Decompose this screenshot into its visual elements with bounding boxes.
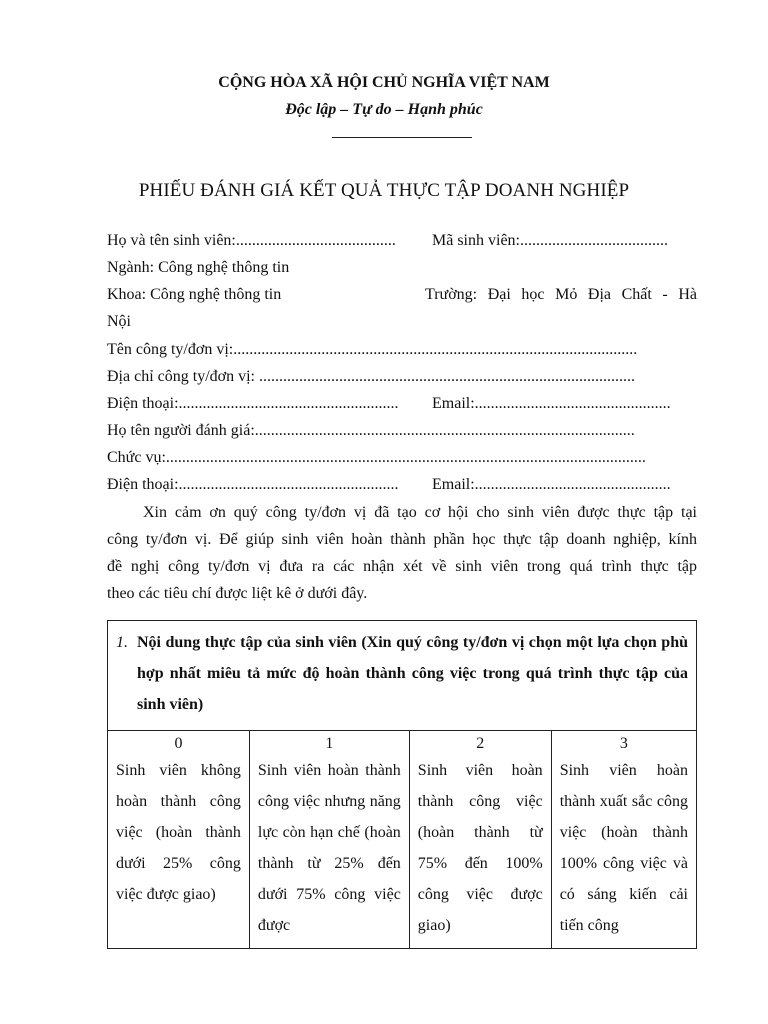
faculty-field: Khoa: Công nghệ thông tin bbox=[107, 286, 282, 303]
company-field: Tên công ty/đơn vị:..................................................................................................... bbox=[107, 341, 638, 358]
nation-heading: CỘNG HÒA XÃ HỘI CHỦ NGHĨA VIỆT NAM bbox=[218, 74, 550, 91]
address-field: Địa chỉ công ty/đơn vị: .............................................................................................. bbox=[107, 368, 635, 385]
major-field: Ngành: Công nghệ thông tin bbox=[107, 259, 290, 276]
score-label: 0 bbox=[174, 735, 183, 752]
student-id-field: Mã sinh viên:..................................... bbox=[432, 232, 668, 249]
score-description: Sinh viên hoàn thành công việc nhưng năng lực còn hạn chế (hoàn thành từ 25% đến dưới 75% công việc được bbox=[257, 762, 401, 934]
score-description: Sinh viên không hoàn thành công việc (hoàn thành dưới 25% công việc được giao) bbox=[116, 762, 241, 903]
intro-paragraph bbox=[107, 499, 697, 607]
intro-line: Xin cảm ơn quý công ty/đơn vị đã tạo cơ hội cho sinh viên được thực tập tại bbox=[143, 504, 697, 521]
score-column-2[interactable] bbox=[409, 731, 551, 949]
section-number: 1. bbox=[116, 634, 128, 651]
score-column-3[interactable] bbox=[551, 731, 696, 949]
company-email-field: Email:................................................. bbox=[432, 395, 671, 412]
motto: Độc lập – Tự do – Hạnh phúc bbox=[285, 101, 483, 118]
school-field-continued: Nội bbox=[107, 313, 131, 330]
school-field: Trường: Đại học Mỏ Địa Chất - Hà bbox=[425, 286, 697, 303]
score-label: 1 bbox=[325, 735, 334, 752]
intro-line: theo các tiêu chí được liệt kê ở dưới đây. bbox=[107, 585, 368, 602]
form-title: PHIẾU ĐÁNH GIÁ KẾT QUẢ THỰC TẬP DOANH NGHIỆP bbox=[138, 180, 630, 201]
score-description: Sinh viên hoàn thành công việc (hoàn thành từ 75% đến 100% công việc được giao) bbox=[417, 762, 543, 934]
evaluator-field: Họ tên người đánh giá:............................................................................................... bbox=[107, 422, 635, 439]
evaluator-email-field: Email:................................................. bbox=[432, 476, 671, 493]
evaluation-table bbox=[107, 620, 697, 949]
score-description: Sinh viên hoàn thành xuất sắc công việc (hoàn thành 100% công việc và có sáng kiến cải tiến công bbox=[559, 762, 688, 934]
score-label: 2 bbox=[476, 735, 485, 752]
evaluator-phone-field: Điện thoại:....................................................... bbox=[107, 476, 399, 493]
position-field: Chức vụ:........................................................................................................................ bbox=[107, 449, 646, 466]
company-phone-field: Điện thoại:....................................................... bbox=[107, 395, 399, 412]
score-label: 3 bbox=[619, 735, 628, 752]
section-header-cell bbox=[108, 621, 697, 731]
intro-line: công ty/đơn vị. Để giúp sinh viên hoàn thành phần học thực tập doanh nghiệp, kính bbox=[107, 531, 697, 548]
intro-line: đề nghị công ty/đơn vị đưa ra các nhận xét về sinh viên trong quá trình thực tập bbox=[107, 558, 697, 575]
student-name-field: Họ và tên sinh viên:........................................ bbox=[107, 232, 396, 249]
score-column-1[interactable] bbox=[249, 731, 409, 949]
score-column-0[interactable] bbox=[108, 731, 250, 949]
heading-underline bbox=[332, 137, 472, 138]
section-title: Nội dung thực tập của sinh viên (Xin quý công ty/đơn vị chọn một lựa chọn phù hợp nhất miêu tả mức độ hoàn thành công việc trong quá trình thực tập của sinh viên) bbox=[137, 634, 688, 713]
